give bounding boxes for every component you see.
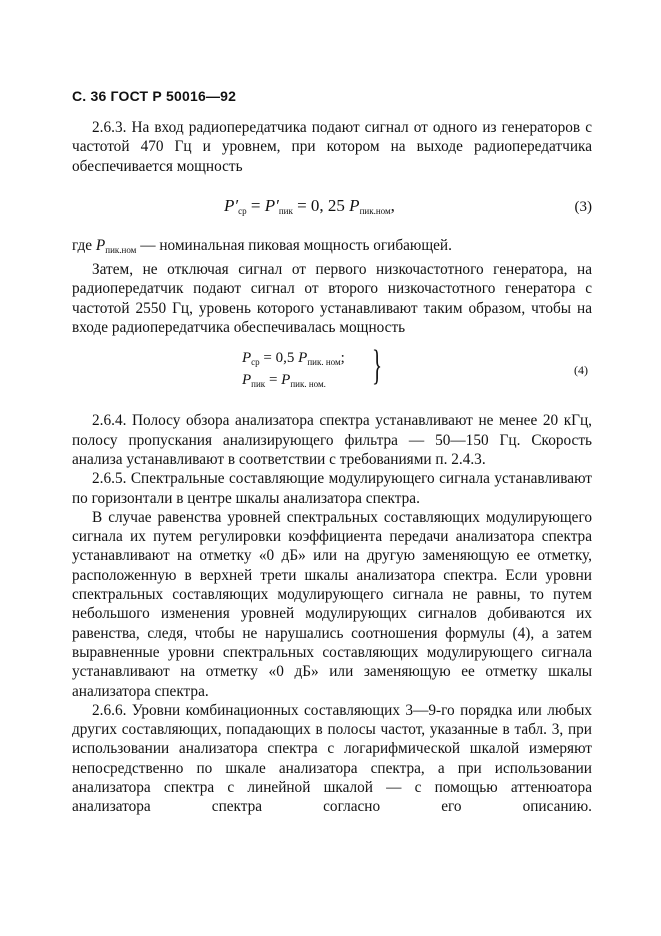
document-body: [72, 118, 592, 817]
page-header: С. 36 ГОСТ Р 50016—92: [72, 88, 237, 104]
formula-4-number: (4): [574, 363, 588, 378]
paragraph-where: где $P_{пик.ном}$ — номинальная пиковая мощность огибающей.: [72, 236, 452, 255]
paragraph-equal-levels: В случае равенства уровней спектральных составляющих модулирующего сигнала их путем регулировки коэффициента передачи анализатора спектра устанавливают на отметку «0 дБ» или на другую заменяющую ее отметку, расположенную в верхней трети шкалы анализатора спектра. Если уровни спектральных составляющих модулирующего сигнала не равны, то путем небольшого изменения уровней модулирующих сигналов добиваются их равенства, следя, чтобы не нарушались соотношения формулы (4), а затем выравненные уровни спектральных составляющих модулирующего сигнала устанавливают на отметку «0 дБ» или заменяющую ее отметку шкалы анализатора спектра.: [72, 508, 592, 700]
formula-3: [72, 188, 592, 230]
paragraph-2-6-6: 2.6.6. Уровни комбинационных составляющих 3—9-го порядка или любых других составляющих, попадающих в полосы частот, указанные в табл. 3, при использовании анализатора спектра с логарифмической шкалой измеряют непосредственно по шкале анализатора спектра, а при использовании анализатора спектра с линейной шкалой — с помощью аттенюатора анализатора спектра согласно его описанию.: [72, 701, 592, 816]
paragraph-2-6-4: 2.6.4. Полосу обзора анализатора спектра устанавливают не менее 20 кГц, полосу пропускания анализирующего фильтра — 50—150 Гц. Скорость анализа устанавливают в соответствии с требованиями п. 2.4.3.: [72, 412, 592, 468]
formula-4-line-1: $P_{ср} = 0,5$ $P_{пик. ном}$;: [242, 350, 345, 368]
paragraph-then: Затем, не отключая сигнал от первого низкочастотного генератора, на радиопередатчик подают сигнал от второго низкочастотного генератора с частотой 2550 Гц, уровень которого устанавливают таким образом, чтобы на входе радиопередатчика обеспечивалась мощность: [72, 261, 592, 337]
formula-3-number: (3): [574, 198, 592, 215]
formula-4: [72, 343, 592, 403]
formula-3-expression: $P'_{ср} = P'_{пик} = 0$, 25 $P_{пик.ном}$,: [224, 195, 395, 216]
formula-4-line-2: $P_{пик} = P_{пик. ном.}$: [242, 372, 326, 390]
formula-4-brace: }: [372, 343, 383, 390]
formula-4-lines: [242, 349, 345, 393]
paragraph-2-6-5: 2.6.5. Спектральные составляющие модулирующего сигнала устанавливают по горизонтали в центре шкалы анализатора спектра.: [72, 470, 592, 507]
paragraph-2-6-3: 2.6.3. На вход радиопередатчика подают сигнал от одного из генераторов с частотой 470 Гц и уровнем, при котором на выходе радиопередатчика обеспечивается мощность: [72, 119, 592, 175]
